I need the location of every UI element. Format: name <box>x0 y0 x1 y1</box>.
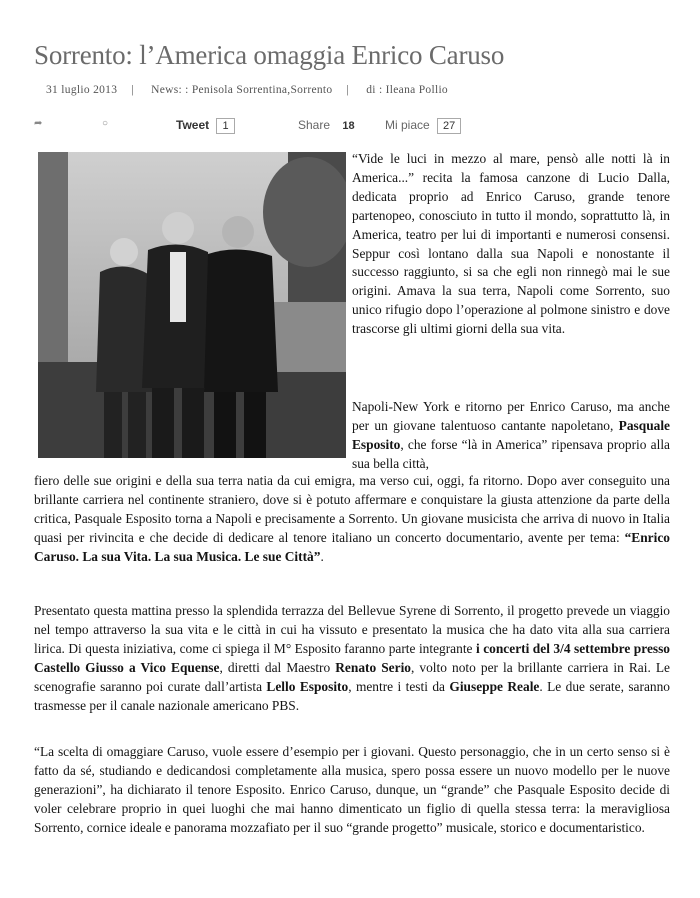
paragraph-2-text-c: fiero delle sue origini e della sua terra natia da cui emigra, ma verso cui, oggi, fa ritorno. Dopo aver conseguito una brillante carriera nel continente straniero, dove si è potuto affermare e conquistare la giusta attenzione da parte della critica, Pasquale Esposito torna a Napoli e precisamente a Sorrento. Un giovane musicista che arriva di nuovo in Italia quasi per rivincita e che decide di dedicare al tenore italiano un concerto documentario, avente per tema: <box>34 473 670 545</box>
share-count: 18 <box>342 120 355 132</box>
article-author: di : Ileana Pollio <box>366 84 448 96</box>
share-label: Share <box>298 118 331 132</box>
tweet-count: 1 <box>216 118 234 134</box>
paragraph-2-end: . <box>320 548 324 564</box>
name-renato-serio: Renato Serio <box>335 659 411 675</box>
social-bar <box>30 118 470 136</box>
paragraph-3 <box>34 602 670 715</box>
like-label: Mi piace <box>385 118 430 132</box>
article-title: Sorrento: l’America omaggia Enrico Caruso <box>34 40 505 70</box>
paragraph-2-continued <box>34 472 670 567</box>
like-button[interactable] <box>385 118 461 134</box>
paragraph-1: “Vide le luci in mezzo al mare, pensò alle notti là in America...” recita la famosa canzone di Lucio Dalla, dedicata proprio ad Enrico Caruso, grande tenore partenopeo, conosciuto in tutto il mondo, soprattutto là, in America, teatro per lui di importanti e numerosi consensi. Seppur così lontano dalla sua Napoli e nonostante il successo raggiunto, si sa che egli non rinnegò mai le sue origini. Amava la sua terra, Napoli come Sorrento, suo unico rifugio dopo l’operazione al polmone sinistro e dove trascorse gli ultimi giorni della sua vita. <box>352 151 670 337</box>
paragraph-3-text-b: , diretti dal Maestro <box>219 659 336 675</box>
paragraph-2-text-a: Napoli-New York e ritorno per Enrico Caruso, ma anche per un giovane talentuoso cantante napoletano, <box>352 399 670 433</box>
concert-theme: “Enrico Caruso. La sua Vita. La sua Musica. Le sue Città” <box>34 529 670 564</box>
paragraph-3-text-a: Presentato questa mattina presso la splendida terrazza del Bellevue Syrene di Sorrento, il progetto prevede un viaggio nel tempo attraverso la sua vita e le città in cui ha vissuto e presentato la musica che ha dato vita alla sua carriera lirica. Di questa iniziativa, come ci spiega il M° Esposito faranno parte integrante <box>34 603 670 656</box>
paragraph-3-text-c: , volto noto per la brillante carriera in Rai. Le scenografie saranno poi curate dall’artista <box>34 659 670 694</box>
name-lello-esposito: Lello Esposito <box>266 678 349 694</box>
tweet-label: Tweet <box>176 118 210 132</box>
paragraph-2-intro <box>352 398 670 474</box>
paragraph-3-text-e: . Le due serate, saranno trasmesse per il canale nazionale americano PBS. <box>34 678 670 713</box>
article-date: 31 luglio 2013 <box>46 84 118 96</box>
dot-icon: ○ <box>102 118 109 129</box>
article-photo <box>38 152 346 458</box>
photo-illustration <box>38 152 346 458</box>
paragraph-2-text-b: , che forse “là in America” ripensava proprio alla sua bella città, <box>352 436 670 471</box>
name-pasquale-esposito: Pasquale Esposito <box>352 417 670 452</box>
like-count: 27 <box>437 118 461 134</box>
article-category[interactable]: News: : Penisola Sorrentina,Sorrento <box>151 84 333 96</box>
concerts-dates: i concerti del 3/4 settembre presso Castello Giusso a Vico Equense <box>34 640 670 675</box>
tweet-button[interactable] <box>176 118 235 134</box>
paragraph-4: “La scelta di omaggiare Caruso, vuole essere d’esempio per i giovani. Questo personaggio, che in un certo senso si è fatto da sé, studiando e dedicandosi completamente alla musica, spero possa essere un nuovo modello per le nuove generazioni”, ha dichiarato il tenore Esposito. Enrico Caruso, dunque, un “grande” che Pasquale Esposito decide di voler celebrare proprio in quei luoghi che mai hanno dimenticato un figlio di quella stessa terra: la meravigliosa Sorrento, cornice ideale e panorama mozzafiato per il suo “grande progetto” musicale, storico e documentaristico. <box>34 744 670 835</box>
paragraph-3-text-d: , mentre i testi da <box>348 678 450 694</box>
share-button[interactable] <box>298 118 360 133</box>
article-meta: 31 luglio 2013 | News: : Penisola Sorrentina,Sorrento | di : Ileana Pollio <box>46 84 448 96</box>
name-giuseppe-reale: Giuseppe Reale <box>449 678 540 694</box>
share-arrow-icon[interactable]: ➦ <box>34 118 43 129</box>
